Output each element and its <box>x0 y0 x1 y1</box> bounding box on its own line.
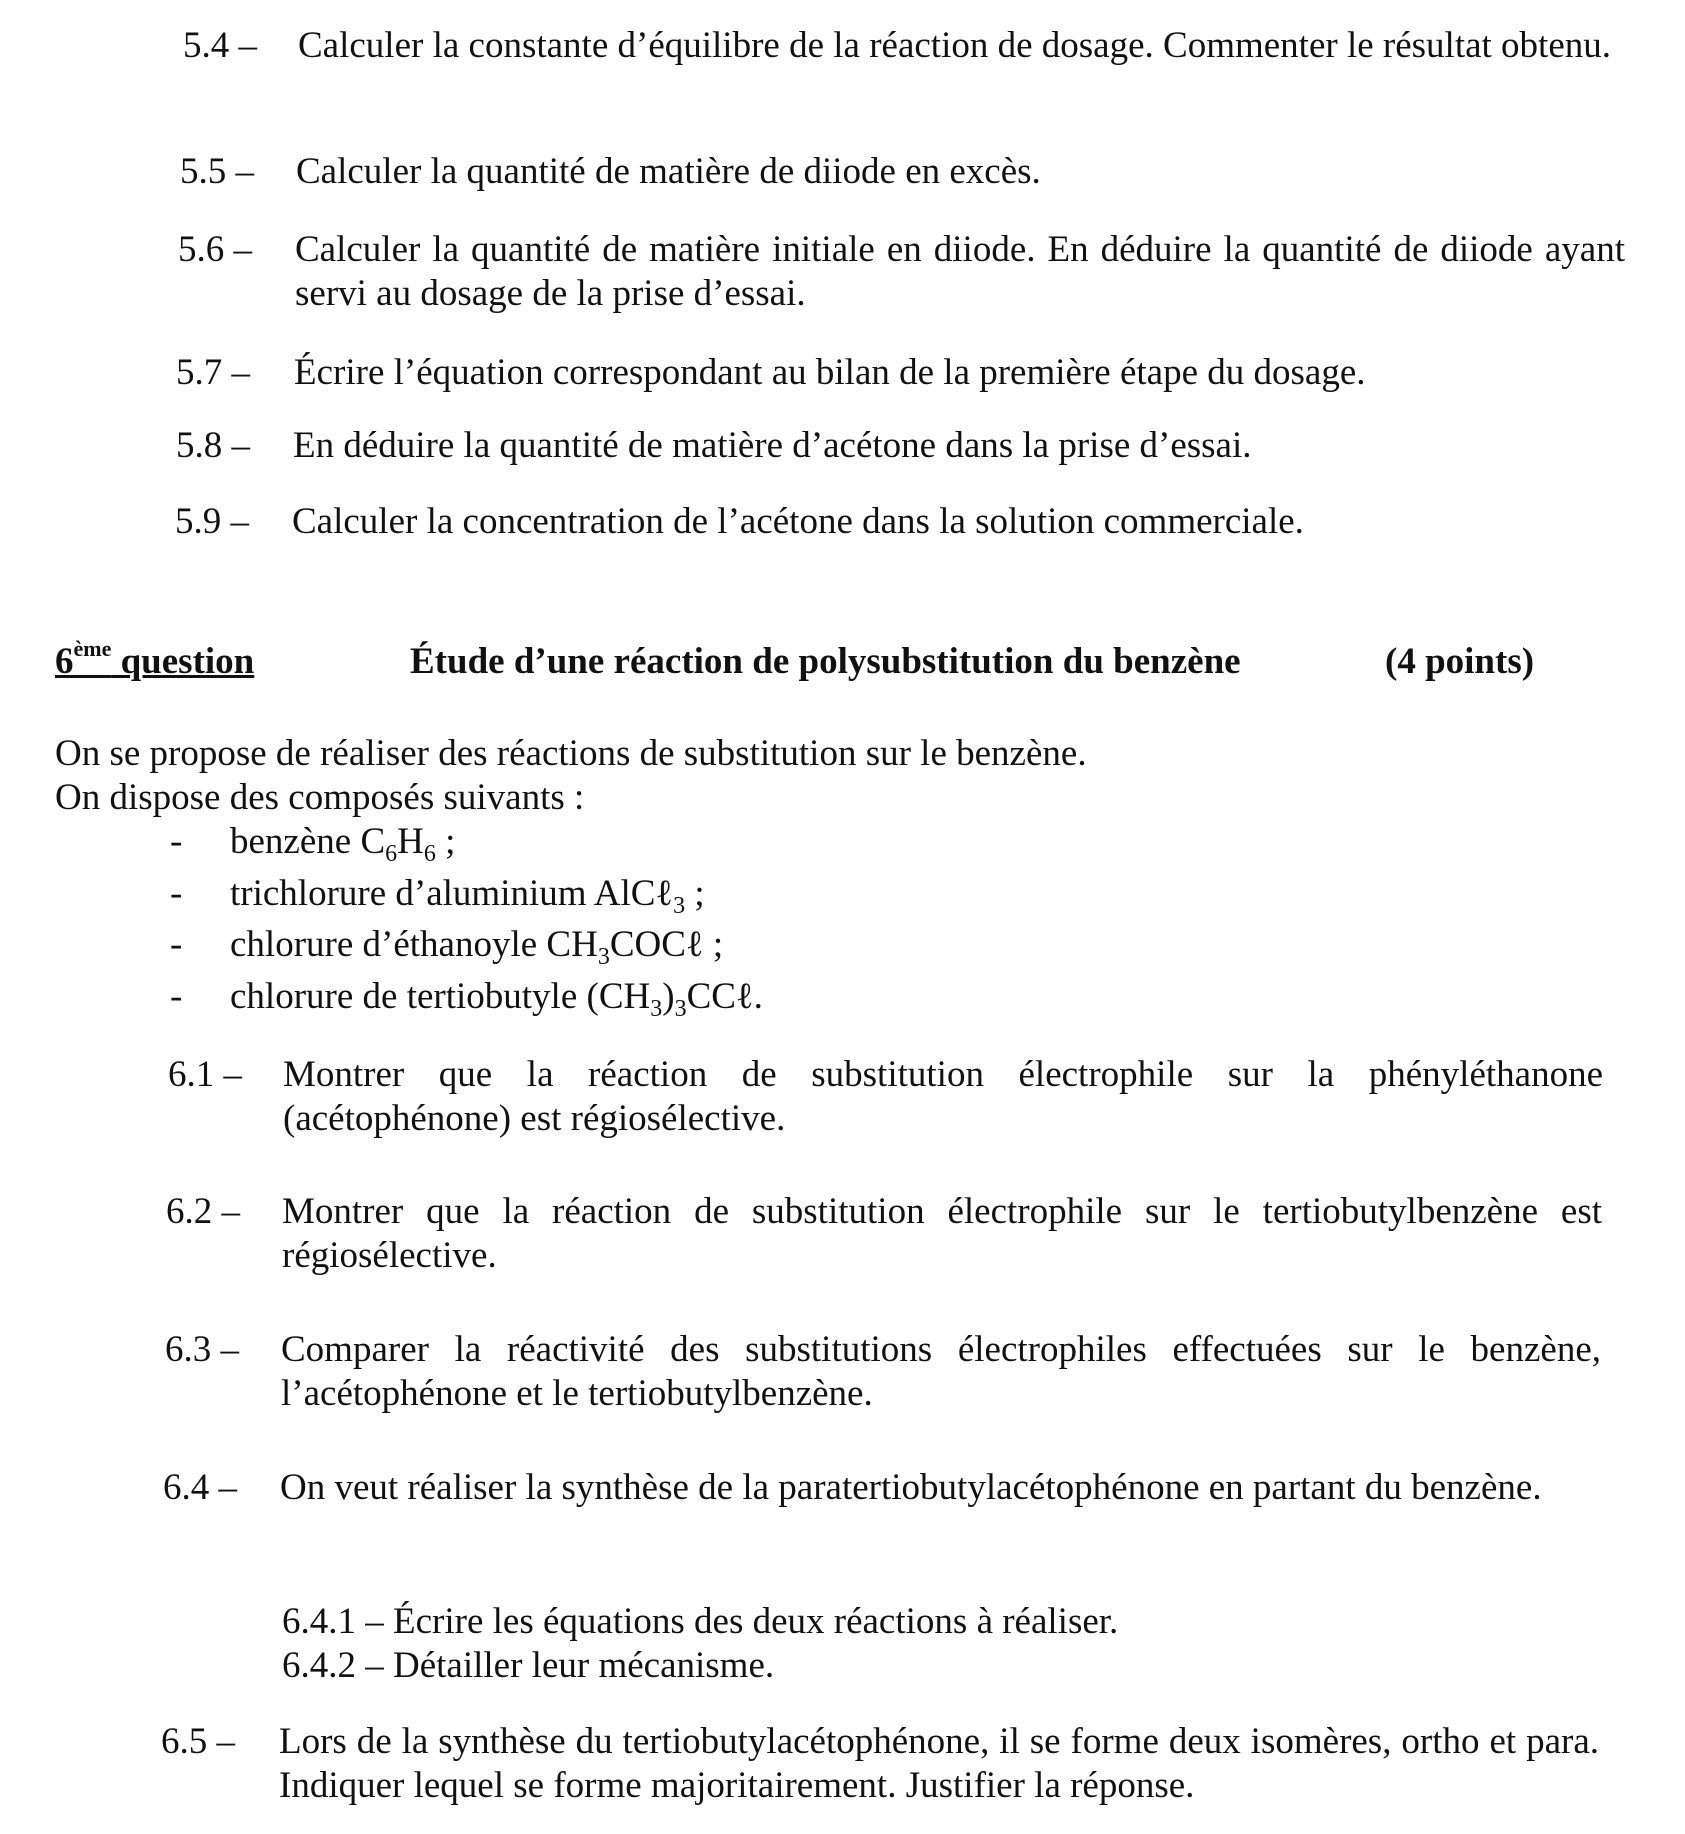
question-number: 5.7 – <box>176 352 250 393</box>
question-text: Calculer la quantité de matière de diiode en excès. <box>296 151 1041 192</box>
subquestion-6-4-1: 6.4.1 – Écrire les équations des deux réactions à réaliser. <box>282 1601 1119 1642</box>
question-number: 5.9 – <box>175 501 249 542</box>
question-text: Lors de la synthèse du tertiobutylacétophénone, il se forme deux isomères, ortho et para. Indiquer lequel se forme majoritairement. Justifier la réponse. <box>279 1721 1599 1806</box>
question-text: Comparer la réactivité des substitutions électrophiles effectuées sur le benzène, l’acétophénone et le tertiobutylbenzène. <box>281 1329 1601 1414</box>
compound-text: benzène $C_6H_6$ ; <box>230 821 456 867</box>
list-dash: - <box>170 873 183 914</box>
question-text: En déduire la quantité de matière d’acétone dans la prise d’essai. <box>293 425 1252 466</box>
compound-text: chlorure d’éthanoyle $CH_3COC\ell$ ; <box>230 924 724 970</box>
list-dash: - <box>170 976 183 1017</box>
question-points: (4 points) <box>1385 641 1535 682</box>
question-number: 5.8 – <box>176 425 250 466</box>
question-text: Calculer la quantité de matière initiale en diiode. En déduire la quantité de diiode ayant servi au dosage de la prise d’essai. <box>295 229 1625 314</box>
question-number: 6.5 – <box>161 1721 235 1762</box>
intro-line-2: On dispose des composés suivants : <box>55 777 585 818</box>
compound-text: trichlorure d’aluminium AlCℓ$_3$ ; <box>230 873 705 919</box>
question-number: 6.4 – <box>163 1467 237 1508</box>
question-text: Calculer la constante d’équilibre de la réaction de dosage. Commenter le résultat obtenu. <box>298 25 1612 66</box>
intro-line-1: On se propose de réaliser des réactions de substitution sur le benzène. <box>55 733 1087 774</box>
question-6-header <box>0 635 1685 700</box>
question-label: 6ème question <box>55 635 255 682</box>
question-title: Étude d’une réaction de polysubstitution du benzène <box>410 641 1241 682</box>
question-text: Montrer que la réaction de substitution électrophile sur le tertiobutylbenzène est régiosélective. <box>282 1191 1602 1276</box>
question-number: 5.4 – <box>183 25 257 66</box>
question-number: 6.1 – <box>168 1054 242 1095</box>
question-text: Montrer que la réaction de substitution électrophile sur la phényléthanone (acétophénone) est régiosélective. <box>283 1054 1603 1139</box>
compound-text: chlorure de tertiobutyle $(CH_3)_3CC\ell$. <box>230 976 763 1022</box>
question-number: 5.5 – <box>180 151 254 192</box>
question-number: 5.6 – <box>178 229 252 270</box>
question-text: Calculer la concentration de l’acétone dans la solution commerciale. <box>292 501 1304 542</box>
question-text: Écrire l’équation correspondant au bilan de la première étape du dosage. <box>294 352 1366 393</box>
question-text: On veut réaliser la synthèse de la paratertiobutylacétophénone en partant du benzène. <box>280 1467 1542 1508</box>
list-dash: - <box>170 924 183 965</box>
question-number: 6.2 – <box>166 1191 240 1232</box>
subquestion-6-4-2: 6.4.2 – Détailler leur mécanisme. <box>282 1645 775 1686</box>
question-number: 6.3 – <box>165 1329 239 1370</box>
list-dash: - <box>170 821 183 862</box>
